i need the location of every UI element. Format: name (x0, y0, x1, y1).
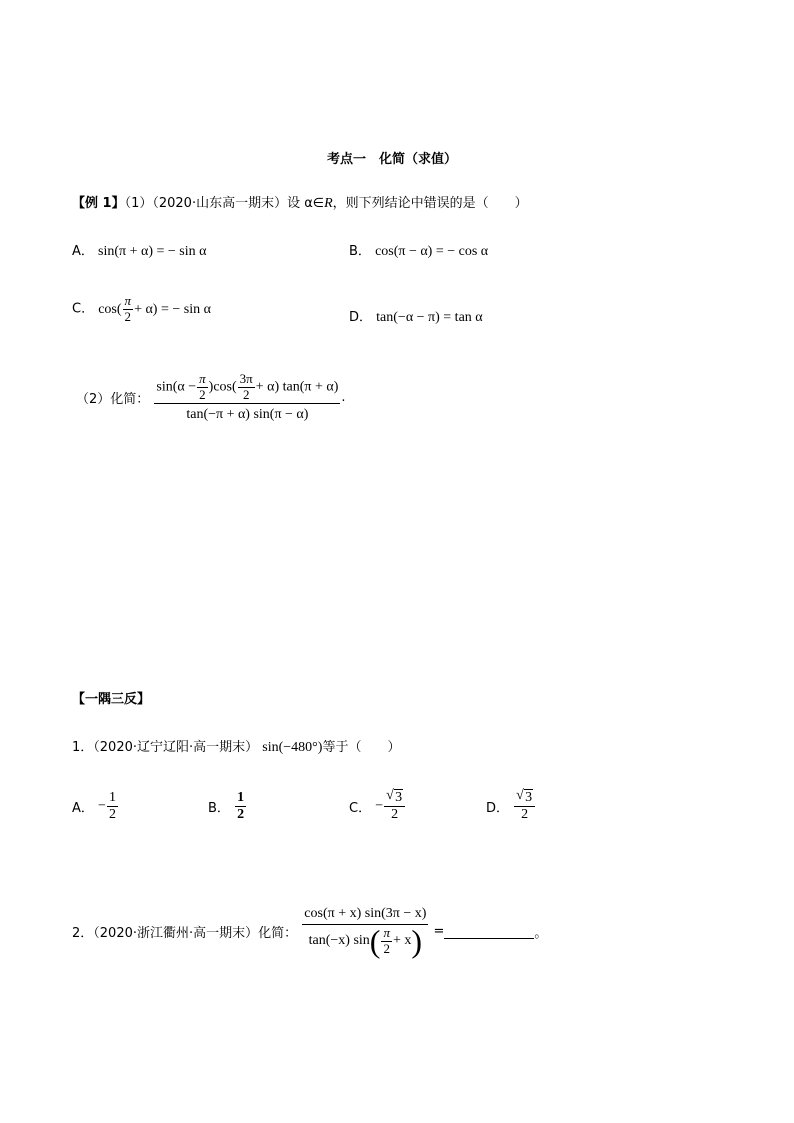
option-c-frac-den: 2 (123, 309, 134, 325)
q1-option-d-den: 2 (514, 806, 535, 823)
q2-equals: = (433, 924, 445, 940)
part2-num-frac2-num: 3π (239, 371, 253, 386)
part2-num-frac1-den: 2 (197, 387, 208, 403)
q1-option-d-fraction (514, 790, 535, 823)
q1-option-d[interactable] (486, 790, 536, 823)
q2-prefix: 2． (72, 926, 94, 942)
q1-option-c-den: 2 (384, 806, 405, 823)
part2-num-part2: )cos( (208, 379, 237, 395)
example1-question-tail: ，则下列结论中错误的是（ ） (332, 196, 528, 211)
q1-option-b[interactable] (208, 790, 247, 823)
sqrt-icon: √ 3 (386, 788, 403, 805)
q1-source: （2020·辽宁辽阳·高一期末） (93, 740, 259, 755)
q1-option-a-den: 2 (108, 807, 116, 823)
q1-option-c-label: C． (349, 801, 372, 817)
part2-num-frac1 (197, 372, 208, 403)
option-b-expr: cos(π − α) = − cos α (375, 244, 489, 259)
q1-option-c-radicand: 3 (395, 790, 403, 805)
q1-option-b-den: 2 (237, 807, 245, 823)
q1-option-c-fraction (384, 790, 405, 823)
q2-den-frac-den: 2 (381, 941, 392, 957)
option-c[interactable] (72, 294, 211, 325)
option-c-frac-num: π (124, 293, 132, 308)
practice-q2 (72, 906, 548, 960)
practice-q1 (72, 736, 400, 756)
option-c-expr-post: + α) = − sin α (134, 301, 211, 317)
option-c-fraction (123, 294, 134, 325)
example1-question-text: 设 α∈ (287, 196, 325, 211)
part2-numerator (154, 372, 340, 403)
q2-den-frac-num: π (383, 924, 390, 940)
option-d-label: D． (349, 310, 373, 325)
q1-option-c-sign: − (375, 798, 384, 814)
q2-den-fraction (381, 926, 392, 957)
option-d[interactable] (349, 306, 483, 326)
example1-part1-num: （1） (124, 196, 153, 211)
q1-option-a-sign: − (98, 798, 106, 814)
q2-numerator: cos(π + x) sin(3π − x) (304, 906, 427, 921)
q1-option-a[interactable] (72, 790, 119, 823)
q1-prefix: 1． (72, 740, 94, 755)
option-b[interactable] (349, 240, 488, 260)
q2-den-frac-tail: + x (392, 933, 412, 949)
option-a[interactable] (72, 240, 206, 260)
part2-num-frac2-den: 2 (238, 387, 255, 403)
q1-option-b-num: 1 (237, 790, 245, 805)
part2-num-part3: + α) tan(π + α) (255, 379, 339, 395)
part2-num-frac2 (238, 372, 255, 403)
example1-question-set: R (324, 196, 333, 211)
q1-option-b-fraction (235, 790, 246, 823)
part2-label: （2）化简： (76, 391, 150, 407)
q1-option-a-fraction (107, 790, 118, 823)
part2-tail: . (341, 389, 346, 405)
practice-title: 【一隅三反】 (72, 692, 151, 707)
option-d-expr: tan(−α − π) = tan α (376, 310, 483, 325)
q1-option-c[interactable] (349, 790, 406, 823)
q1-option-d-radicand: 3 (525, 790, 533, 805)
q1-option-b-label: B． (208, 801, 230, 817)
q2-den-part1: tan(−x) sin (308, 933, 370, 949)
q2-source: （2020·浙江衢州·高一期末） (93, 926, 259, 942)
part2-fraction (154, 372, 340, 423)
q2-label: 化简： (258, 926, 298, 942)
q2-fraction (302, 906, 428, 960)
example1-question (72, 192, 528, 212)
q1-option-a-num: 1 (108, 790, 116, 805)
option-a-label: A． (72, 244, 94, 259)
q1-option-d-label: D． (486, 801, 510, 817)
q2-answer-blank[interactable] (444, 924, 534, 939)
option-a-expr: sin(π + α) = − sin α (98, 244, 207, 259)
q1-expr: sin(−480°) (262, 740, 323, 755)
example1-source: （2020·山东高一期末） (152, 196, 288, 211)
part2-denominator: tan(−π + α) sin(π − α) (154, 403, 340, 423)
q2-denominator: tan(−x) sin( $\frac{\pi}{2}$ + x) (302, 924, 428, 957)
option-c-expr (98, 293, 211, 324)
example1-part2 (76, 372, 346, 423)
part2-num-frac1-num: π (199, 371, 206, 386)
q1-tail: 等于（ ） (322, 740, 401, 755)
q1-option-a-label: A． (72, 801, 94, 817)
section-title: 考点一 化简（求值） (327, 152, 458, 167)
part2-num-part1: sin(α − (156, 379, 197, 395)
option-c-label: C． (72, 301, 95, 317)
example1-tag: 【例 1】 (72, 196, 125, 211)
sqrt-icon: √ 3 (516, 788, 533, 805)
option-b-label: B． (349, 244, 371, 259)
option-c-expr-pre: cos( (98, 301, 122, 317)
q2-tail: 。 (534, 926, 548, 942)
